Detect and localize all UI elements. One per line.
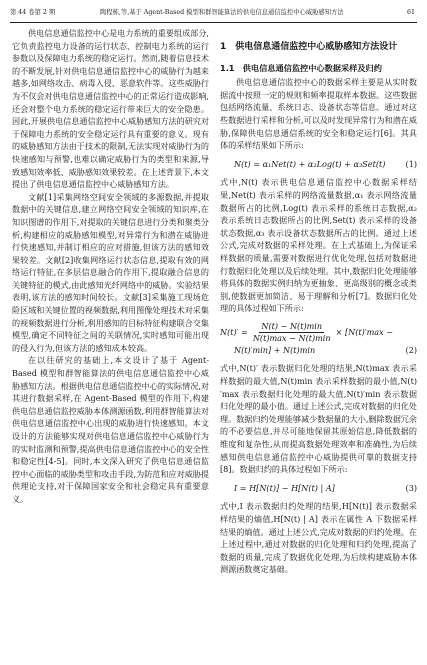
intro-paragraph-3: 在以往研究的基础上,本文设计了基于 Agent-Based 模型和群智能算法的供电信息通信监控中心威胁感知方法。根据供电信息通信监控中心的实际情况,对其进行数据采样,在 Agent-Based 模型的作用下,构建供电信息通信监控威胁本体测源函数,利用群智能算法对供电信息通信监控中心出现的威胁进行快速感知。本文设计的方法能够实现对供电信息通信监控中心威胁行为的实时监测和预警,提高供电信息通信监控中心的安全性和稳定性[4-5]。同时,本文深入研究了供电信息通信监控中心面临的威胁类型和攻击手段,为防范和应对威胁提供理论支持,对于保障国家安全和社会稳定具有重要意义。 <box>12 355 209 504</box>
equation-2-fraction <box>251 321 333 344</box>
equation-2-numerator: N(t) − N(t)min <box>261 320 323 331</box>
volume-issue: 第 44 卷第 2 期 <box>10 9 56 16</box>
equation-2-denominator: N(t)max − N(t)min <box>252 332 331 343</box>
body-paragraph-1: 供电信息通信监控中心的数据采样主要是从实时数据流中按照一定的规则和频率提取样本数据。这些数据包括网络流量、系统日志、设备状态等信息。通过对这些数据进行采样和分析,可以及时发现异常行为和潜在威胁,保障供电信息通信系统的安全和稳定运行[6]。其具体的采样结果如下所示: <box>220 77 417 151</box>
subsection-heading: 1.1 供电信息通信监控中心数据采样及归约 <box>220 62 382 73</box>
header-rule <box>10 22 417 23</box>
intro-paragraph-1: 供电信息通信监控中心是电力系统的重要组成部分,它负责监控电力设备的运行状态、控制电力系统的运行参数以及保障电力系统的稳定运行。然而,随着信息技术的不断发展,针对供电信息通信监控中心的威胁行为越来越多,如网络攻击、病毒入侵、恶意软件等。这些威胁行为不仅会对供电信息通信监控中心的正常运行造成影响,还会对整个电力系统的稳定运行带来巨大的安全隐患。因此,开展供电信息通信监控中心威胁感知方法的研究对于保障电力系统的安全稳定运行具有重要的意义。现有的威胁感知方法由于技术的限制,无法实现对威胁行为的快速感知与预警,也难以确定威胁行为的类型和来源,导致感知效率低、威胁感知效果较差。在上述背景下,本文提出了供电信息通信监控中心威胁感知方法。 <box>12 28 209 190</box>
header-title: 陶程栋,等,基于 Agent-Based 模型和群智能算法的供电信息通信监控中心威胁感知方法 <box>100 9 344 16</box>
equation-1 <box>220 158 417 171</box>
equation-3-body: I = H[N(t)] − H[N(t) | A] <box>234 482 335 493</box>
equation-3-number: (3) <box>405 482 417 493</box>
body-paragraph-2: 式中,N(t) 表示供电信息通信监控中心数据采样结果,Net(t) 表示采样的网络流量数据,α₁ 表示网络流量数据所占的比例,Log(t) 表示采样的系统日志数据,α₂ 表示系统日志数据所占的比例,Set(t) 表示采样的设备状态数据,α₃ 表示设备状态数据所占的比例。通过上述公式,完成对数据的采样处理。在上式基础上,为保证采样数据的质量,需要对数据进行优化处理,包括对数据进行数据归化处理以及后续处理。其中,数据归化处理能够将具体的数据实例归纳为更抽象、更高级别的概念或类别,使数据更加简洁、易于理解和分析[7]。数据归化处理的具体过程如下所示: <box>220 177 417 314</box>
left-column <box>12 27 209 506</box>
section-heading: 1 供电信息通信监控中心威胁感知方法设计 <box>220 42 398 52</box>
equation-1-body: N(t) = α₁Net(t) + α₂Log(t) + α₃Set(t) <box>234 158 386 169</box>
page-number: 61 <box>406 9 415 16</box>
equation-2-line2: N(t)′min] + N(t)min <box>234 344 316 355</box>
equation-1-number: (1) <box>405 158 417 169</box>
running-header <box>10 6 417 20</box>
equation-2-number: (2) <box>405 344 417 355</box>
body-paragraph-4: 式中,I 表示数据归约处理的结果,H[N(t)] 表示数据采样结果的熵值,H[N(t) | A] 表示在属性 A 下数据采样结果的熵值。通过上述公式,完成对数据的归约处理。在上述过程中,通过对数据的归化处理和归约处理,提高了数据的质量,完成了数据优化处理,为后续构建威胁本体测源函数奠定基础。 <box>220 501 417 575</box>
equation-2 <box>220 321 417 357</box>
body-paragraph-3: 式中,N(t)′ 表示数据归化处理的结果,N(t)max 表示采样数据的最大值,N(t)min 表示采样数据的最小值,N(t)′max 表示数据归化处理的最大值,N(t)′min 表示数据归化处理的最小值。通过上述公式,完成对数据的归化处理。数据归约处理能够减少数据量的大小,删除数据冗余的不必要信息,并尽可能地保留其原始信息,降低数据的维度和复杂性,从而提高数据处理效率和准确性,为后续感知供电信息通信监控中心威胁提供可靠的数据支持[8]。数据归约的具体过程如下所示: <box>220 363 417 475</box>
equation-2-tail: × [N(t)′max − <box>335 327 394 338</box>
right-column <box>220 27 417 576</box>
intro-paragraph-2: 文献[1]采集网络空间安全领域的多源数据,并提取数据中的关键信息,建立网络空间安全领域的知识库,在知识图谱的作用下,对提取的关键信息进行分类和聚类分析,构建相应的威胁感知模型,对异常行为和潜在威胁进行快速感知,并制订相应的应对措施,但该方法的感知效果较差。文献[2]收集网络运行状态信息,提取有效的网络运行特征,在多层信息融合的作用下,提取融合信息的关键特征的模式,由此感知光纤网络中的威胁。实验结果表明,该方法的感知时间较长。文献[3]采集施工现场危险区域和关键位置的视频数据,利用图像处理技术对采集的视频数据进行分析,利用感知的目标特征构建联合交集模型,确定不同特征之间的关联情况,实时感知可能出现的侵入行为,但该方法的感知成本较高。 <box>12 191 209 353</box>
equation-3 <box>220 482 417 495</box>
equation-2-lhs: N(t)′ = <box>220 327 248 338</box>
